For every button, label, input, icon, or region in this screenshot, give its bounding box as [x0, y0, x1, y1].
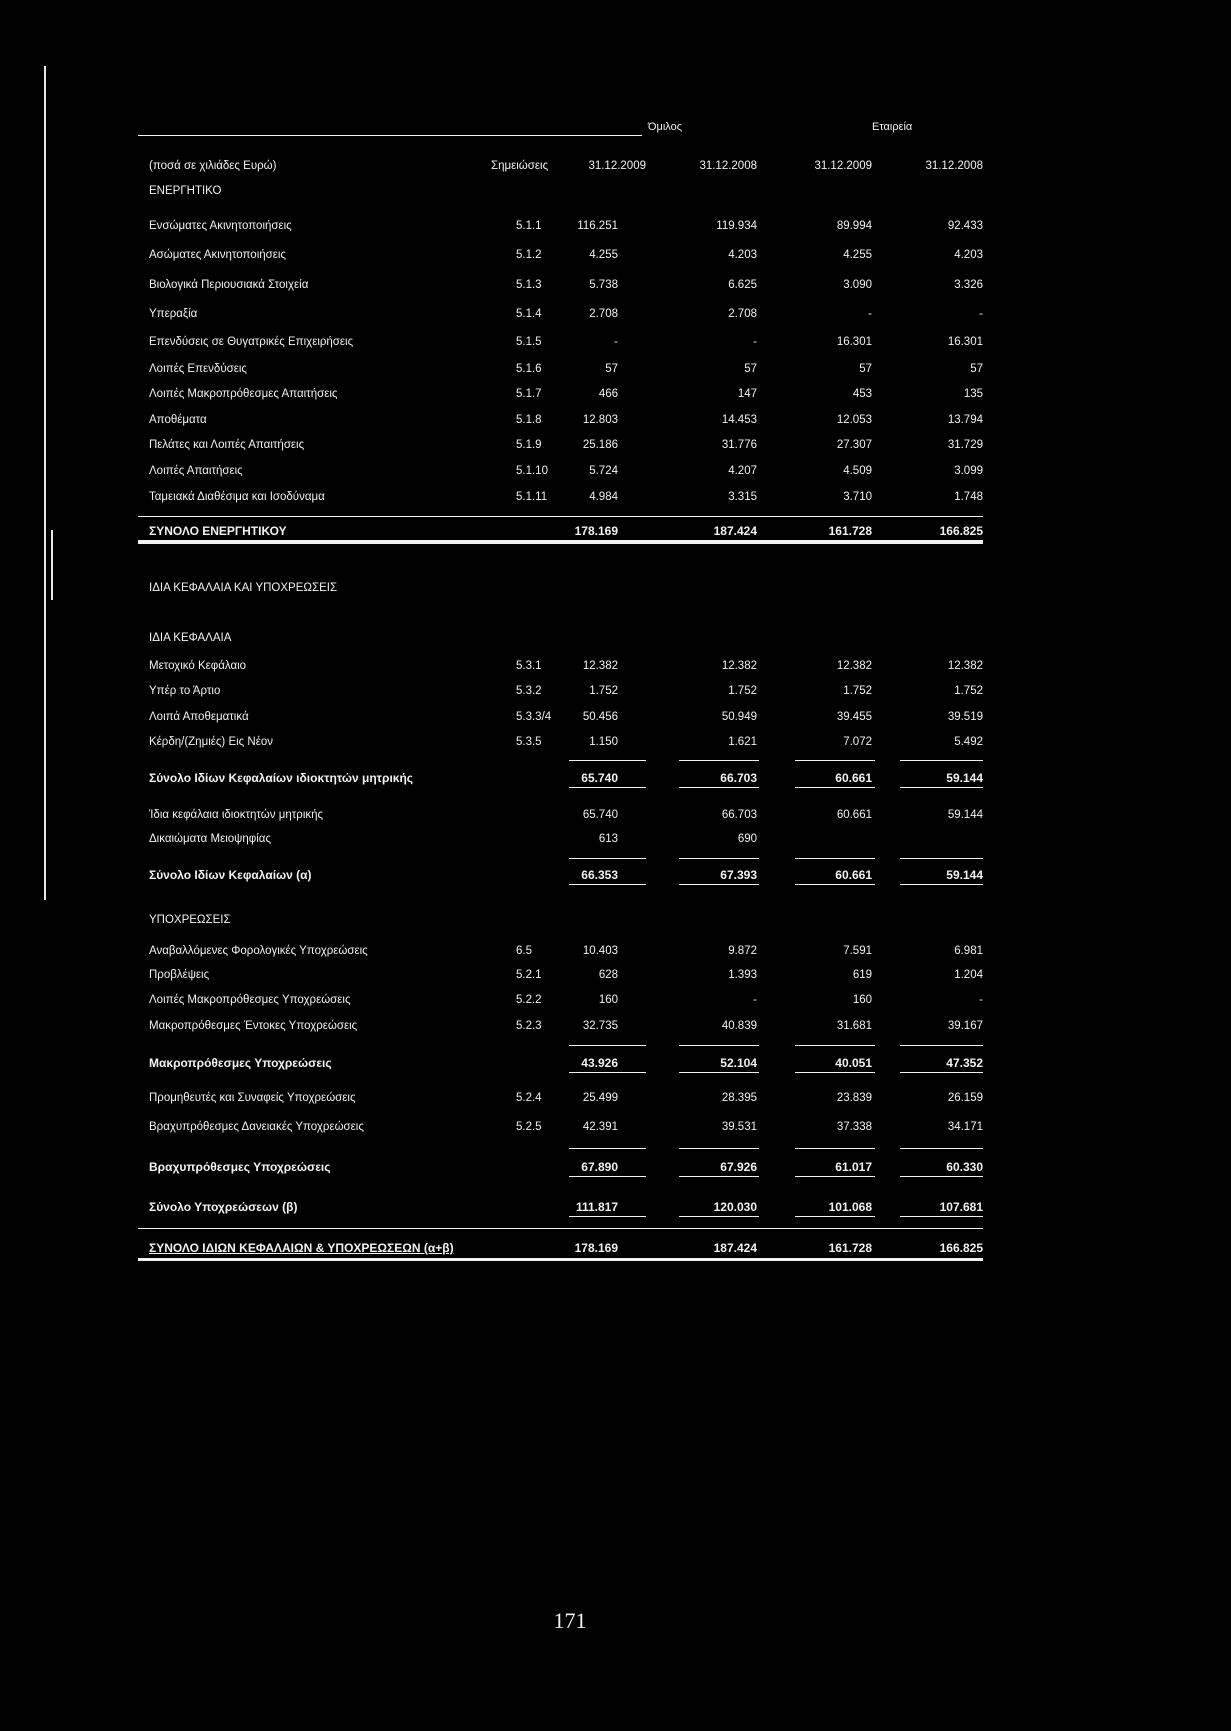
liability-row — [0, 943, 1231, 959]
company-2008-value: 3.326 — [954, 279, 983, 291]
group-2009-value: 12.382 — [582, 660, 618, 672]
asset-row — [0, 218, 1231, 234]
row-label: Ταμειακά Διαθέσιμα και Ισοδύναμα — [149, 491, 325, 503]
column-underlines — [0, 1072, 1231, 1074]
row-label: Λοιπές Επενδύσεις — [149, 363, 247, 375]
row-note: 5.2.1 — [516, 969, 542, 981]
column-rule — [900, 1216, 983, 1217]
company-2008-value: 4.203 — [954, 249, 983, 261]
row-label: Προβλέψεις — [149, 969, 210, 981]
company-2008-value: 59.144 — [946, 771, 983, 785]
equity-row — [0, 709, 1231, 725]
long-term-total-row — [0, 1055, 1231, 1071]
company-2008-value: 31.729 — [947, 439, 983, 451]
equity-split-row — [0, 831, 1231, 847]
group-header: Όμιλος — [648, 121, 683, 133]
column-rule — [679, 1148, 759, 1149]
company-2009-value: 101.068 — [828, 1200, 872, 1214]
group-2009-value: 613 — [598, 833, 618, 845]
table-rule — [138, 1228, 983, 1229]
group-2008-value: 147 — [737, 388, 757, 400]
total-rule — [138, 1258, 983, 1261]
row-note: 5.1.11 — [516, 491, 548, 503]
row-label: Λοιπές Μακροπρόθεσμες Απαιτήσεις — [149, 388, 338, 400]
asset-row — [0, 306, 1231, 322]
group-2008-value: 14.453 — [721, 414, 757, 426]
column-rule — [900, 884, 983, 885]
company-2009-value: 7.591 — [843, 945, 872, 957]
group-2008-value: 1.393 — [728, 969, 757, 981]
assets-total-row — [0, 523, 1231, 539]
group-2009-value: 65.740 — [581, 771, 618, 785]
subtotal-label: Μακροπρόθεσμες Υποχρεώσεις — [149, 1056, 332, 1070]
asset-row — [0, 361, 1231, 377]
column-rule — [795, 1216, 875, 1217]
company-2008-value: 1.204 — [954, 969, 983, 981]
company-2009-value: 3.090 — [843, 279, 872, 291]
company-2008-value: 6.981 — [954, 945, 983, 957]
row-note: 5.1.6 — [516, 363, 542, 375]
asset-row — [0, 412, 1231, 428]
group-2008-value: 12.382 — [721, 660, 757, 672]
company-2009-value: 60.661 — [836, 809, 872, 821]
column-rule — [679, 787, 759, 788]
group-2008-value: 3.315 — [728, 491, 757, 503]
company-2009-value: 453 — [852, 388, 872, 400]
group-2008-value: 4.203 — [728, 249, 757, 261]
grand-total-row — [0, 1240, 1231, 1256]
company-2008-value: 26.159 — [947, 1092, 983, 1104]
column-rule — [569, 1176, 646, 1177]
company-2008-value: 59.144 — [946, 868, 983, 882]
company-2009-value: 4.255 — [843, 249, 872, 261]
company-2009-value: - — [868, 308, 872, 320]
company-2009-value: 57 — [859, 363, 872, 375]
header-rule — [138, 135, 642, 136]
company-2008-value: 57 — [970, 363, 983, 375]
row-label: Κέρδη/(Ζημιές) Εις Νέον — [149, 736, 273, 748]
assets-title: ΕΝΕΡΓΗΤΙΚΟ — [149, 185, 222, 197]
column-rule — [569, 1216, 646, 1217]
column-rule — [569, 1072, 646, 1073]
company-2008-value: 13.794 — [947, 414, 983, 426]
page-number: 171 — [553, 1608, 587, 1633]
row-note: 5.3.5 — [516, 736, 542, 748]
company-2009-value: 60.661 — [835, 868, 872, 882]
row-note: 5.3.1 — [516, 660, 542, 672]
column-rule — [900, 1045, 983, 1046]
group-2008-value: 1.752 — [728, 685, 757, 697]
column-rule — [679, 1216, 759, 1217]
company-header: Εταιρεία — [872, 121, 913, 133]
company-2009-value: 89.994 — [836, 220, 872, 232]
table-rule — [138, 516, 983, 517]
liability-row — [0, 1018, 1231, 1034]
row-label: Μετοχικό Κεφάλαιο — [149, 660, 247, 672]
company-2008-value: 1.748 — [954, 491, 983, 503]
row-label: Αναβαλλόμενες Φορολογικές Υποχρεώσεις — [149, 945, 368, 957]
company-2008-value: 47.352 — [946, 1056, 983, 1070]
equity-subtotal-row — [0, 770, 1231, 786]
column-rule — [569, 884, 646, 885]
group-2009-value: 466 — [598, 388, 618, 400]
row-note: 5.3.3/4 — [516, 711, 552, 723]
company-2009-value: 16.301 — [836, 336, 872, 348]
group-2009-value: 32.735 — [582, 1020, 618, 1032]
company-2008-value: 3.099 — [954, 465, 983, 477]
date-header: 31.12.2008 — [699, 160, 757, 172]
section-title — [0, 183, 1231, 199]
row-label: Ενσώματες Ακινητοποιήσεις — [149, 220, 292, 232]
row-label: Βραχυπρόθεσμες Δανειακές Υποχρεώσεις — [149, 1121, 364, 1133]
group-2009-value: 178.169 — [574, 1241, 618, 1255]
group-2008-value: 1.621 — [728, 736, 757, 748]
group-2009-value: 116.251 — [577, 220, 618, 232]
company-2009-value: 12.053 — [836, 414, 872, 426]
column-rule — [569, 760, 646, 761]
group-2009-value: 67.890 — [581, 1160, 618, 1174]
company-2008-value: - — [979, 994, 983, 1006]
row-note: 5.1.8 — [516, 414, 542, 426]
total-label: Σύνολο Υποχρεώσεων (β) — [149, 1200, 298, 1214]
column-rule — [569, 787, 646, 788]
column-rule — [679, 1176, 759, 1177]
row-note: 6.5 — [516, 945, 532, 957]
group-2008-value: 690 — [737, 833, 757, 845]
row-label: Μακροπρόθεσμες Έντοκες Υποχρεώσεις — [149, 1020, 358, 1032]
row-note: 5.1.7 — [516, 388, 542, 400]
liability-row — [0, 1090, 1231, 1106]
row-label: Πελάτες και Λοιπές Απαιτήσεις — [149, 439, 305, 451]
company-2008-value: 135 — [963, 388, 983, 400]
company-2009-value: 27.307 — [836, 439, 872, 451]
company-2008-value: 39.167 — [947, 1020, 983, 1032]
group-2009-value: 160 — [598, 994, 618, 1006]
company-2009-value: 23.839 — [836, 1092, 872, 1104]
group-2008-value: 4.207 — [728, 465, 757, 477]
company-2008-value: 5.492 — [954, 736, 983, 748]
column-rule — [795, 1176, 875, 1177]
group-2008-value: 31.776 — [721, 439, 757, 451]
group-2009-value: 5.738 — [589, 279, 618, 291]
date-header: 31.12.2009 — [588, 160, 646, 172]
company-2009-value: 161.728 — [828, 1241, 872, 1255]
row-label: Δικαιώματα Μειοψηφίας — [149, 833, 271, 845]
column-rule — [795, 858, 875, 859]
row-note: 5.1.2 — [516, 249, 542, 261]
group-2008-value: 187.424 — [713, 1241, 757, 1255]
subtotal-label: Βραχυπρόθεσμες Υποχρεώσεις — [149, 1160, 331, 1174]
date-header: 31.12.2008 — [925, 160, 983, 172]
row-note: 5.1.10 — [516, 465, 548, 477]
company-2009-value: 160 — [852, 994, 872, 1006]
column-rule — [900, 760, 983, 761]
asset-row — [0, 489, 1231, 505]
row-label: Λοιπές Απαιτήσεις — [149, 465, 243, 477]
company-2009-value: 1.752 — [843, 685, 872, 697]
group-2009-value: 1.752 — [589, 685, 618, 697]
group-2008-value: 50.949 — [721, 711, 757, 723]
column-rule — [795, 1072, 875, 1073]
total-rule — [138, 540, 983, 544]
company-2008-value: 107.681 — [939, 1200, 983, 1214]
company-2009-value: 37.338 — [836, 1121, 872, 1133]
group-2009-value: 25.499 — [582, 1092, 618, 1104]
column-rule — [795, 1148, 875, 1149]
group-2008-value: 39.531 — [721, 1121, 757, 1133]
column-rule — [679, 760, 759, 761]
liabilities-title: ΥΠΟΧΡΕΩΣΕΙΣ — [149, 914, 231, 926]
group-2009-value: 111.817 — [575, 1200, 618, 1214]
company-2009-value: 3.710 — [843, 491, 872, 503]
company-2008-value: 16.301 — [947, 336, 983, 348]
company-2008-value: 166.825 — [939, 1241, 983, 1255]
notes-header: Σημειώσεις — [491, 160, 549, 172]
group-2008-value: 120.030 — [713, 1200, 757, 1214]
column-rule — [569, 1045, 646, 1046]
total-label: ΣΥΝΟΛΟ ΕΝΕΡΓΗΤΙΚΟΥ — [149, 524, 287, 538]
equity-row — [0, 734, 1231, 750]
column-rule — [679, 1072, 759, 1073]
column-rule — [679, 1045, 759, 1046]
column-rule — [569, 858, 646, 859]
equity-row — [0, 658, 1231, 674]
short-term-total-row — [0, 1159, 1231, 1175]
group-2009-value: 10.403 — [582, 945, 618, 957]
total-label: Σύνολο Ιδίων Κεφαλαίων (α) — [149, 868, 312, 882]
group-2009-value: 178.169 — [574, 524, 618, 538]
group-2008-value: 52.104 — [720, 1056, 757, 1070]
company-2008-value: 92.433 — [947, 220, 983, 232]
column-rules — [0, 858, 1231, 860]
row-note: 5.1.9 — [516, 439, 542, 451]
group-2009-value: - — [614, 336, 618, 348]
row-note: 5.2.5 — [516, 1121, 542, 1133]
group-2009-value: 50.456 — [582, 711, 618, 723]
row-note: 5.2.4 — [516, 1092, 542, 1104]
company-2009-value: 40.051 — [835, 1056, 872, 1070]
liability-row — [0, 992, 1231, 1008]
company-2008-value: 59.144 — [947, 809, 983, 821]
group-2008-value: 187.424 — [713, 524, 757, 538]
company-2008-value: - — [979, 308, 983, 320]
row-label: Επενδύσεις σε Θυγατρικές Επιχειρήσεις — [149, 336, 354, 348]
group-2009-value: 42.391 — [582, 1121, 618, 1133]
company-2009-value: 60.661 — [835, 771, 872, 785]
company-2008-value: 12.382 — [947, 660, 983, 672]
column-rule — [900, 1148, 983, 1149]
group-2009-value: 2.708 — [589, 308, 618, 320]
column-underlines — [0, 1176, 1231, 1178]
section-title — [0, 912, 1231, 928]
asset-row — [0, 277, 1231, 293]
row-note: 5.2.3 — [516, 1020, 542, 1032]
subtotal-label: Σύνολο Ιδίων Κεφαλαίων ιδιοκτητών μητρικής — [149, 771, 414, 785]
company-2008-value: 1.752 — [954, 685, 983, 697]
column-underlines — [0, 1216, 1231, 1218]
company-2008-value: 34.171 — [947, 1121, 983, 1133]
group-2009-value: 12.803 — [582, 414, 618, 426]
row-note: 5.3.2 — [516, 685, 542, 697]
column-rule — [679, 858, 759, 859]
asset-row — [0, 437, 1231, 453]
group-2009-value: 25.186 — [582, 439, 618, 451]
column-underlines — [0, 787, 1231, 789]
group-2009-value: 4.255 — [589, 249, 618, 261]
date-header: 31.12.2009 — [814, 160, 872, 172]
row-label: Ίδια κεφάλαια ιδιοκτητών μητρικής — [149, 809, 324, 821]
company-2009-value: 7.072 — [843, 736, 872, 748]
company-2009-value: 161.728 — [828, 524, 872, 538]
asset-row — [0, 386, 1231, 402]
grand-total-label: ΣΥΝΟΛΟ ΙΔΙΩΝ ΚΕΦΑΛΑΙΩΝ & ΥΠΟΧΡΕΩΣΕΩΝ (α+β) — [149, 1241, 454, 1255]
group-2008-value: 9.872 — [728, 945, 757, 957]
units-label: (ποσά σε χιλιάδες Ευρώ) — [149, 160, 277, 172]
company-2009-value: 31.681 — [836, 1020, 872, 1032]
row-label: Υπέρ το Άρτιο — [149, 685, 221, 697]
row-label: Αποθέματα — [149, 414, 207, 426]
group-2008-value: 2.708 — [728, 308, 757, 320]
group-2009-value: 65.740 — [582, 809, 618, 821]
column-rule — [569, 1148, 646, 1149]
column-rules — [0, 1045, 1231, 1047]
column-rule — [900, 1176, 983, 1177]
row-label: Λοιπά Αποθεματικά — [149, 711, 249, 723]
column-rule — [795, 1045, 875, 1046]
liability-row — [0, 967, 1231, 983]
company-2008-value: 60.330 — [946, 1160, 983, 1174]
company-2009-value: 4.509 — [843, 465, 872, 477]
section-title — [0, 580, 1231, 596]
row-note: 5.1.5 — [516, 336, 542, 348]
company-2008-value: 39.519 — [947, 711, 983, 723]
row-label: Λοιπές Μακροπρόθεσμες Υποχρεώσεις — [149, 994, 351, 1006]
column-rule — [900, 1072, 983, 1073]
company-2009-value: 39.455 — [836, 711, 872, 723]
group-2009-value: 57 — [605, 363, 618, 375]
group-2008-value: 28.395 — [721, 1092, 757, 1104]
column-rule — [900, 858, 983, 859]
company-2008-value: 166.825 — [939, 524, 983, 538]
group-2009-value: 4.984 — [589, 491, 618, 503]
company-2009-value: 12.382 — [836, 660, 872, 672]
group-2008-value: 66.703 — [720, 771, 757, 785]
equity-row — [0, 683, 1231, 699]
column-rule — [900, 787, 983, 788]
column-rule — [795, 760, 875, 761]
column-rules — [0, 760, 1231, 762]
row-note: 5.2.2 — [516, 994, 542, 1006]
asset-row — [0, 334, 1231, 350]
company-2009-value: 619 — [852, 969, 872, 981]
row-label: Υπεραξία — [149, 308, 198, 320]
group-2008-value: 57 — [744, 363, 757, 375]
equity-split-row — [0, 807, 1231, 823]
asset-row — [0, 247, 1231, 263]
row-note: 5.1.3 — [516, 279, 542, 291]
liability-row — [0, 1119, 1231, 1135]
section-title — [0, 630, 1231, 646]
row-label: Βιολογικά Περιουσιακά Στοιχεία — [149, 279, 309, 291]
equity-title: ΙΔΙΑ ΚΕΦΑΛΑΙΑ — [149, 632, 232, 644]
row-label: Προμηθευτές και Συναφείς Υποχρεώσεις — [149, 1092, 356, 1104]
row-note: 5.1.4 — [516, 308, 542, 320]
row-label: Ασώματες Ακινητοποιήσεις — [149, 249, 286, 261]
company-2009-value: 61.017 — [835, 1160, 872, 1174]
group-2009-value: 1.150 — [589, 736, 618, 748]
group-2008-value: 66.703 — [721, 809, 757, 821]
equity-liabilities-title: ΙΔΙΑ ΚΕΦΑΛΑΙΑ ΚΑΙ ΥΠΟΧΡΕΩΣΕΙΣ — [149, 582, 338, 594]
group-2009-value: 43.926 — [581, 1056, 618, 1070]
column-underlines — [0, 884, 1231, 886]
column-rule — [795, 884, 875, 885]
column-rule — [679, 884, 759, 885]
group-2008-value: 119.934 — [716, 220, 757, 232]
column-rule — [795, 787, 875, 788]
liabilities-total-row — [0, 1199, 1231, 1215]
group-2008-value: - — [753, 336, 757, 348]
group-2009-value: 66.353 — [581, 868, 618, 882]
group-2008-value: 6.625 — [728, 279, 757, 291]
equity-total-row — [0, 867, 1231, 883]
column-rules — [0, 1148, 1231, 1150]
group-2009-value: 5.724 — [589, 465, 618, 477]
column-header-row — [0, 158, 1231, 174]
asset-row — [0, 463, 1231, 479]
row-note: 5.1.1 — [516, 220, 542, 232]
group-2009-value: 628 — [598, 969, 618, 981]
group-2008-value: - — [753, 994, 757, 1006]
group-2008-value: 67.926 — [720, 1160, 757, 1174]
group-2008-value: 40.839 — [721, 1020, 757, 1032]
group-2008-value: 67.393 — [720, 868, 757, 882]
